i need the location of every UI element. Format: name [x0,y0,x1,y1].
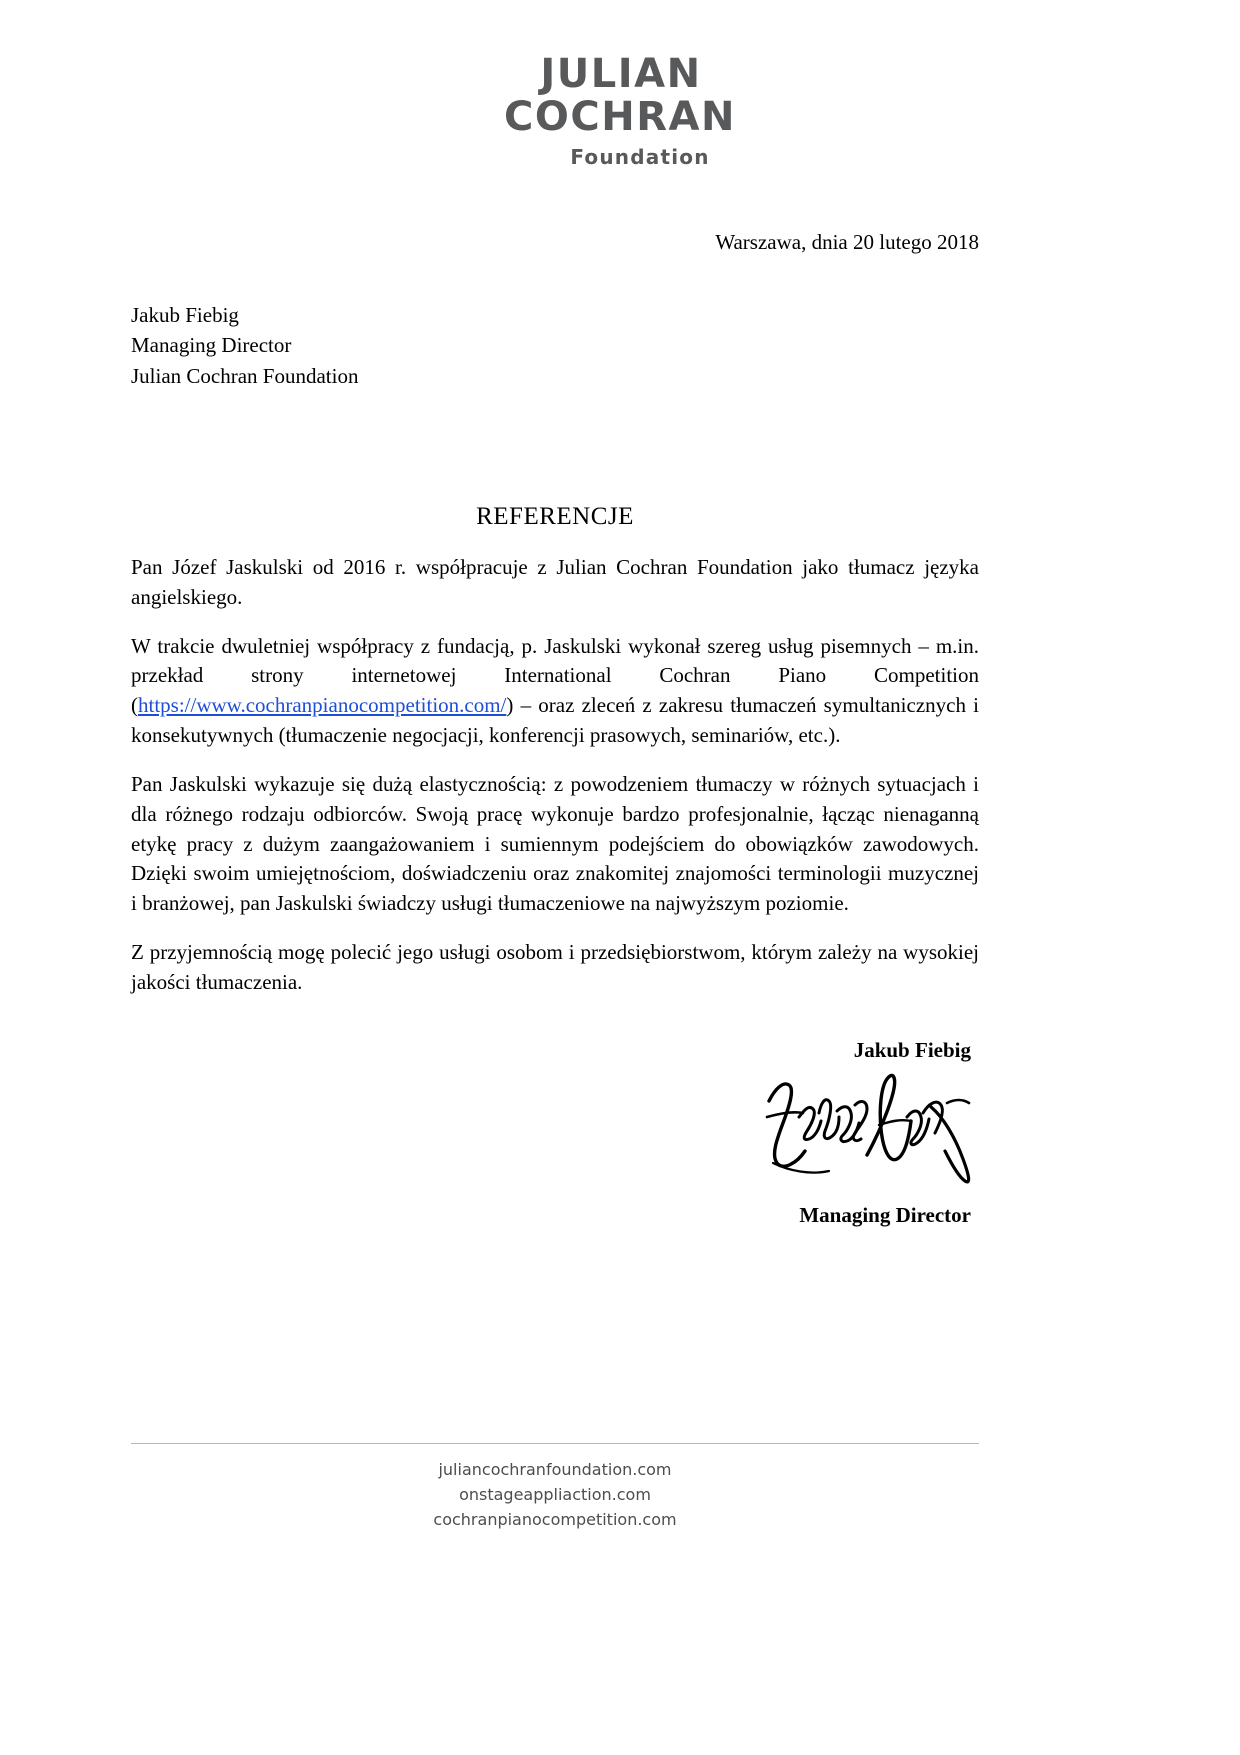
recipient-organization: Julian Cochran Foundation [131,363,359,388]
paragraph-3: Pan Jaskulski wykazuje się dużą elastycznością: z powodzeniem tłumaczy w różnych sytuacjach i dla różnego rodzaju odbiorców. Swoją pracę wykonuje bardzo profesjonalnie, łącząc nienaganną etykę pracy z dużym zaangażowaniem i sumiennym podejściem do obowiązków zawodowych. Dzięki swoim umiejętnościom, doświadczeniu oraz znakomitej znajomości terminologii muzycznej i branżowej, pan Jaskulski świadczy usługi tłumaczeniowe na najwyższym poziomie. [131,771,979,916]
signatory-name: Jakub Fiebig [853,1038,971,1062]
logo-text-foundation: Foundation [570,145,710,170]
footer-site-1: juliancochranfoundation.com [438,1460,672,1479]
cochran-piano-competition-link[interactable]: https://www.cochranpianocompetition.com/ [138,693,507,718]
paragraph-4: Z przyjemnością mogę polecić jego usługi osobom i przedsiębiorstwom, którym zależy na wysokiej jakości tłumaczenia. [131,939,979,994]
paragraph-2 [131,632,979,751]
recipient-name: Jakub Fiebig [131,303,239,327]
signature-block [131,1038,979,1228]
recipient-role: Managing Director [131,333,292,358]
page-footer [131,1443,979,1532]
footer-divider [131,1443,979,1444]
letter-body [131,553,979,998]
foundation-logo [0,51,1240,170]
handwritten-signature [131,1059,979,1199]
paragraph-1: Pan Józef Jaskulski od 2016 r. współpracuje z Julian Cochran Foundation jako tłumacz języka angielskiego. [131,555,979,609]
paragraph-2-text-before-link: W trakcie dwuletniej współpracy z fundacją, p. Jaskulski wykonał szereg usług pisemnych – m.in. przekład strony internetowej International Cochran Piano Competition ( [131,633,979,718]
date-line: Warszawa, dnia 20 lutego 2018 [715,230,979,254]
footer-site-3: cochranpianocompetition.com [433,1509,677,1529]
signature-icon [759,1059,979,1194]
paragraph-2-text-after-link: ) – oraz zleceń z zakresu tłumaczeń symultanicznych i konsekutywnych (tłumaczenie negocjacji, konferencji prasowych, seminariów, etc.). [131,693,979,748]
logo-text-cochran: COCHRAN [504,94,736,141]
logo-text-julian: JULIAN [540,51,702,97]
signatory-role: Managing Director [799,1203,971,1227]
recipient-block [131,300,631,391]
page-title: REFERENCJE [476,503,634,530]
footer-site-2: onstageappliaction.com [459,1484,651,1504]
